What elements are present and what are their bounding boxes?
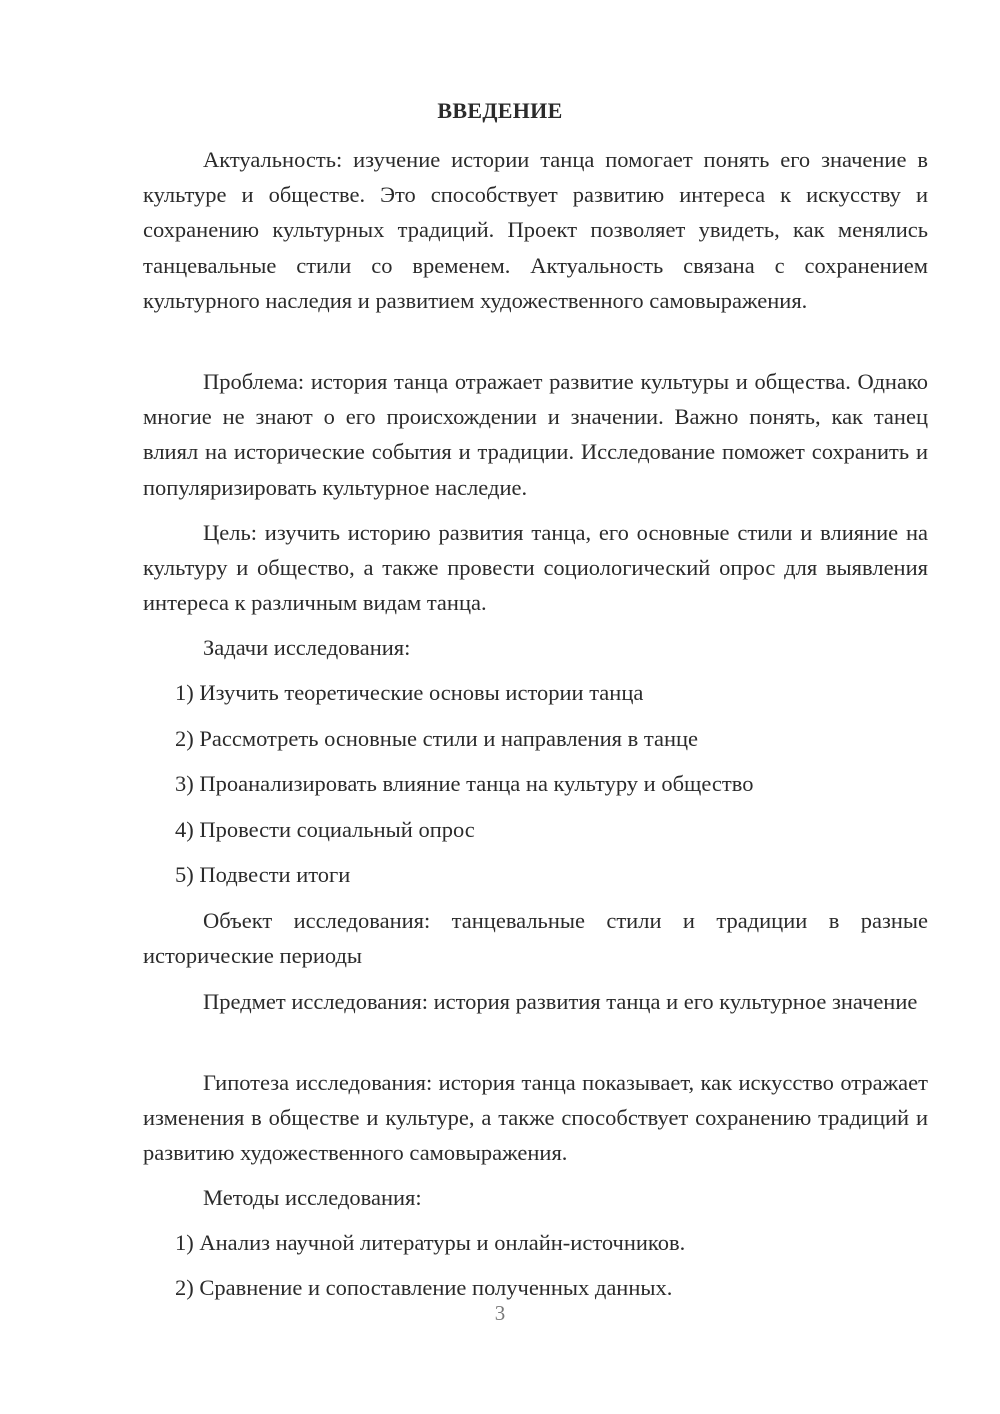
problem-paragraph: Проблема: история танца отражает развитие культуры и общества. Однако многие не знают о его происхождении и значении. Важно понять, как танец влиял на исторические события и традиции. Исследование поможет сохранить и популяризировать культурное наследие. <box>143 369 928 500</box>
task-item: 3) Проанализировать влияние танца на культуру и общество <box>175 771 754 796</box>
hypothesis-paragraph: Гипотеза исследования: история танца показывает, как искусство отражает изменения в обществе и культуре, а также способствует сохранению традиций и развитию художественного самовыражения. <box>143 1070 928 1166</box>
tasks-heading: Задачи исследования: <box>203 635 411 660</box>
page-title: ВВЕДЕНИЕ <box>437 98 563 123</box>
relevance-paragraph: Актуальность: изучение истории танца помогает понять его значение в культуре и обществе. Это способствует развитию интереса к искусству и сохранению культурных традиций. Проект позволяет увидеть, как менялись танцевальные стили со временем. Актуальность связана с сохранением культурного наследия и развитием художественного самовыражения. <box>143 147 928 313</box>
task-item: 1) Изучить теоретические основы истории танца <box>175 680 644 705</box>
object-paragraph: Объект исследования: танцевальные стили и традиции в разные исторические периоды <box>143 908 928 969</box>
subject-paragraph: Предмет исследования: история развития танца и его культурное значение <box>203 989 918 1014</box>
method-item: 2) Сравнение и сопоставление полученных данных. <box>175 1275 673 1300</box>
task-item: 2) Рассмотреть основные стили и направления в танце <box>175 726 699 751</box>
methods-heading: Методы исследования: <box>203 1185 422 1210</box>
page-number: 3 <box>494 1301 506 1325</box>
task-item: 4) Провести социальный опрос <box>175 817 475 842</box>
method-item: 1) Анализ научной литературы и онлайн-источников. <box>175 1230 686 1255</box>
goal-paragraph: Цель: изучить историю развития танца, его основные стили и влияние на культуру и общество, а также провести социологический опрос для выявления интереса к различным видам танца. <box>143 520 928 616</box>
task-item: 5) Подвести итоги <box>175 862 351 887</box>
